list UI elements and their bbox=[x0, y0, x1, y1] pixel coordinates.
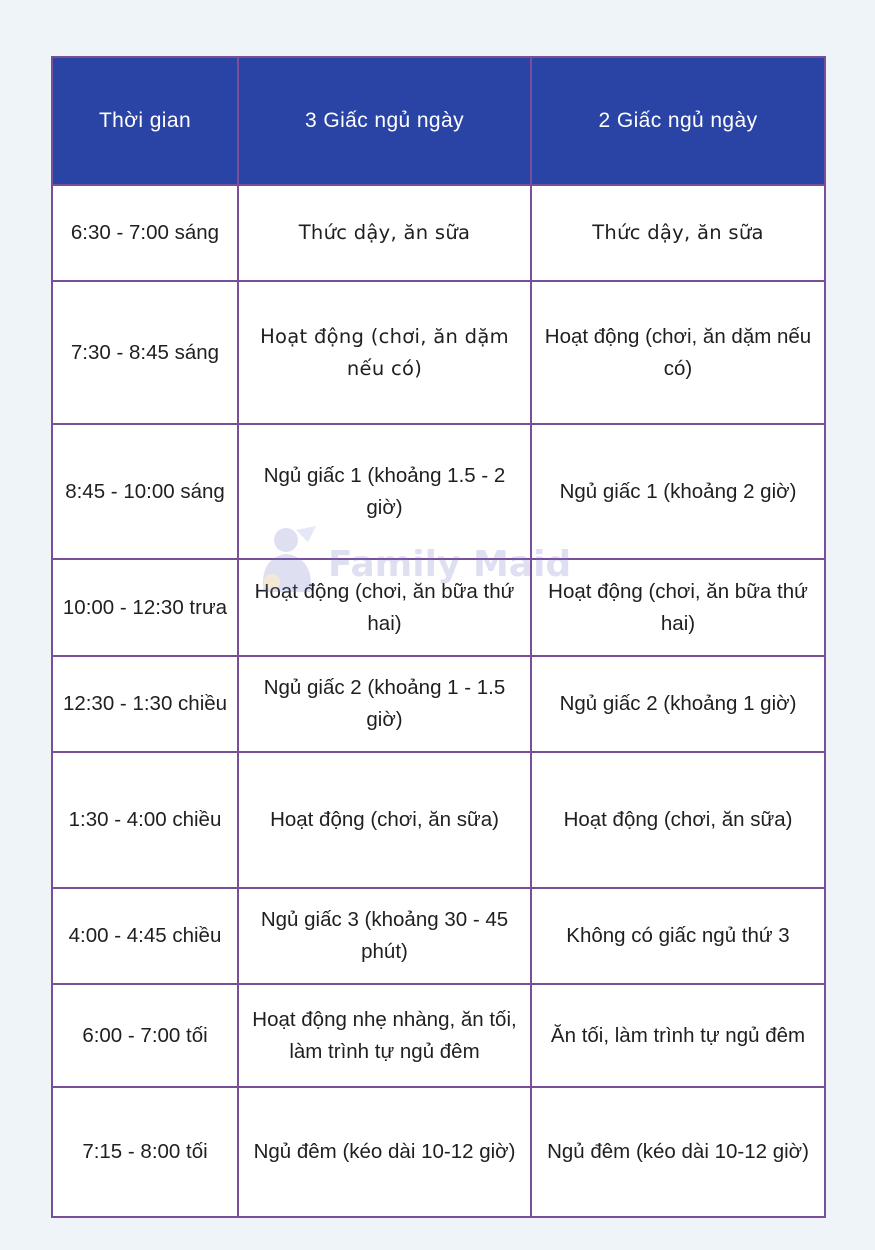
time-cell: 6:30 - 7:00 sáng bbox=[52, 185, 238, 281]
two-nap-cell: Thức dậy, ăn sữa bbox=[531, 185, 825, 281]
table-row bbox=[52, 752, 825, 888]
time-cell: 8:45 - 10:00 sáng bbox=[52, 424, 238, 559]
two-nap-cell: Ăn tối, làm trình tự ngủ đêm bbox=[531, 984, 825, 1087]
two-nap-cell: Ngủ giấc 2 (khoảng 1 giờ) bbox=[531, 656, 825, 752]
two-nap-cell: Ngủ đêm (kéo dài 10-12 giờ) bbox=[531, 1087, 825, 1217]
three-nap-cell: Hoạt động (chơi, ăn dặm nếu có) bbox=[238, 281, 531, 424]
three-nap-cell: Hoạt động (chơi, ăn sữa) bbox=[238, 752, 531, 888]
time-cell: 10:00 - 12:30 trưa bbox=[52, 559, 238, 656]
table-row bbox=[52, 1087, 825, 1217]
table-row bbox=[52, 185, 825, 281]
three-nap-cell: Ngủ giấc 3 (khoảng 30 - 45 phút) bbox=[238, 888, 531, 984]
table-row bbox=[52, 424, 825, 559]
sleep-schedule-table bbox=[51, 56, 826, 1218]
time-cell: 4:00 - 4:45 chiều bbox=[52, 888, 238, 984]
two-nap-cell: Hoạt động (chơi, ăn sữa) bbox=[531, 752, 825, 888]
time-cell: 6:00 - 7:00 tối bbox=[52, 984, 238, 1087]
header-three-naps: 3 Giấc ngủ ngày bbox=[238, 57, 531, 185]
time-cell: 7:15 - 8:00 tối bbox=[52, 1087, 238, 1217]
two-nap-cell: Hoạt động (chơi, ăn dặm nếu có) bbox=[531, 281, 825, 424]
table-header-row bbox=[52, 57, 825, 185]
table-row bbox=[52, 559, 825, 656]
two-nap-cell: Ngủ giấc 1 (khoảng 2 giờ) bbox=[531, 424, 825, 559]
two-nap-cell: Hoạt động (chơi, ăn bữa thứ hai) bbox=[531, 559, 825, 656]
time-cell: 1:30 - 4:00 chiều bbox=[52, 752, 238, 888]
three-nap-cell: Ngủ đêm (kéo dài 10-12 giờ) bbox=[238, 1087, 531, 1217]
header-two-naps: 2 Giấc ngủ ngày bbox=[531, 57, 825, 185]
table-row bbox=[52, 281, 825, 424]
table-row bbox=[52, 984, 825, 1087]
time-cell: 7:30 - 8:45 sáng bbox=[52, 281, 238, 424]
watermark-text: Family Maid bbox=[328, 544, 572, 585]
three-nap-cell: Ngủ giấc 1 (khoảng 1.5 - 2 giờ) bbox=[238, 424, 531, 559]
time-cell: 12:30 - 1:30 chiều bbox=[52, 656, 238, 752]
three-nap-cell: Thức dậy, ăn sữa bbox=[238, 185, 531, 281]
three-nap-cell: Ngủ giấc 2 (khoảng 1 - 1.5 giờ) bbox=[238, 656, 531, 752]
table-row bbox=[52, 888, 825, 984]
header-time: Thời gian bbox=[52, 57, 238, 185]
two-nap-cell: Không có giấc ngủ thứ 3 bbox=[531, 888, 825, 984]
table-row bbox=[52, 656, 825, 752]
three-nap-cell: Hoạt động nhẹ nhàng, ăn tối, làm trình tự ngủ đêm bbox=[238, 984, 531, 1087]
three-nap-cell: Hoạt động (chơi, ăn bữa thứ hai) bbox=[238, 559, 531, 656]
